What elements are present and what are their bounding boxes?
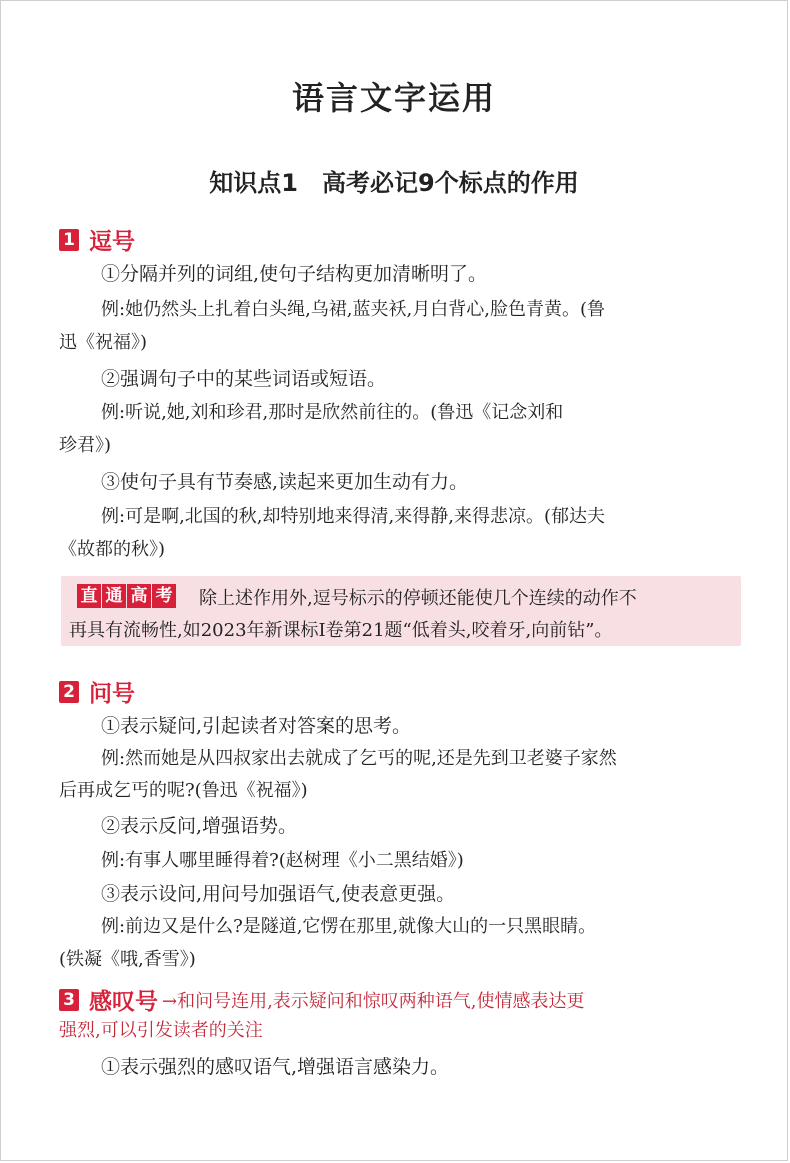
example-line: 珍君》) bbox=[59, 435, 112, 456]
example-line: 例:可是啊,北国的秋,却特别地来得清,来得静,来得悲凉。(郁达夫 bbox=[101, 506, 605, 527]
text-line: ③表示设问,用问号加强语气,使表意更强。 bbox=[101, 883, 456, 905]
example-line: 《故都的秋》) bbox=[59, 539, 166, 560]
page-title: 语言文字运用 bbox=[291, 79, 496, 117]
exam-tag-char: 直 bbox=[77, 584, 101, 608]
section-number-badge: 1 bbox=[59, 229, 79, 251]
example-line: (铁凝《哦,香雪》) bbox=[59, 949, 196, 970]
example-line: 后再成乞丐的呢?(鲁迅《祝福》) bbox=[59, 780, 308, 801]
section-title: 逗号 bbox=[89, 229, 135, 255]
text-line: ①分隔并列的词组,使句子结构更加清晰明了。 bbox=[101, 263, 488, 285]
section-number-badge: 2 bbox=[59, 681, 79, 703]
example-line: 例:然而她是从四叔家出去就成了乞丐的呢,还是先到卫老婆子家然 bbox=[101, 748, 617, 769]
section-title: 感叹号 bbox=[89, 989, 158, 1015]
text-line: ①表示疑问,引起读者对答案的思考。 bbox=[101, 715, 412, 737]
text-line: ②强调句子中的某些词语或短语。 bbox=[101, 368, 387, 390]
handwritten-note: →和问号连用,表示疑问和惊叹两种语气,使情感表达更 bbox=[162, 990, 585, 1012]
example-line: 例:听说,她,刘和珍君,那时是欣然前往的。(鲁迅《记念刘和 bbox=[101, 402, 564, 423]
exam-tag-char: 通 bbox=[102, 584, 126, 608]
exam-tip-tag bbox=[77, 584, 177, 608]
text-line: ③使句子具有节奏感,读起来更加生动有力。 bbox=[101, 471, 469, 493]
text-line: ①表示强烈的感叹语气,增强语言感染力。 bbox=[101, 1056, 450, 1078]
exam-tip-line: 除上述作用外,逗号标示的停顿还能使几个连续的动作不 bbox=[199, 588, 637, 609]
exam-tip-box bbox=[61, 576, 741, 646]
section-head-exclamation bbox=[59, 983, 585, 1016]
section-head-comma bbox=[59, 223, 135, 256]
exam-tag-char: 考 bbox=[152, 584, 176, 608]
example-line: 例:有事人哪里睡得着?(赵树理《小二黑结婚》) bbox=[101, 850, 464, 871]
section-head-question bbox=[59, 675, 135, 708]
exam-tip-line: 再具有流畅性,如2023年新课标Ⅰ卷第21题“低着头,咬着牙,向前钻”。 bbox=[69, 620, 613, 641]
text-line: ②表示反问,增强语势。 bbox=[101, 815, 298, 837]
section-title: 问号 bbox=[89, 681, 135, 707]
example-line: 例:她仍然头上扎着白头绳,乌裙,蓝夹袄,月白背心,脸色青黄。(鲁 bbox=[101, 299, 605, 320]
page-subtitle: 知识点1 高考必记9个标点的作用 bbox=[209, 169, 579, 197]
exam-tag-char: 高 bbox=[127, 584, 151, 608]
section-number-badge: 3 bbox=[59, 989, 79, 1011]
example-line: 迅《祝福》) bbox=[59, 332, 148, 353]
handwritten-note-continued: 强烈,可以引发读者的关注 bbox=[59, 1020, 263, 1041]
example-line: 例:前边又是什么?是隧道,它愣在那里,就像大山的一只黑眼睛。 bbox=[101, 916, 597, 937]
